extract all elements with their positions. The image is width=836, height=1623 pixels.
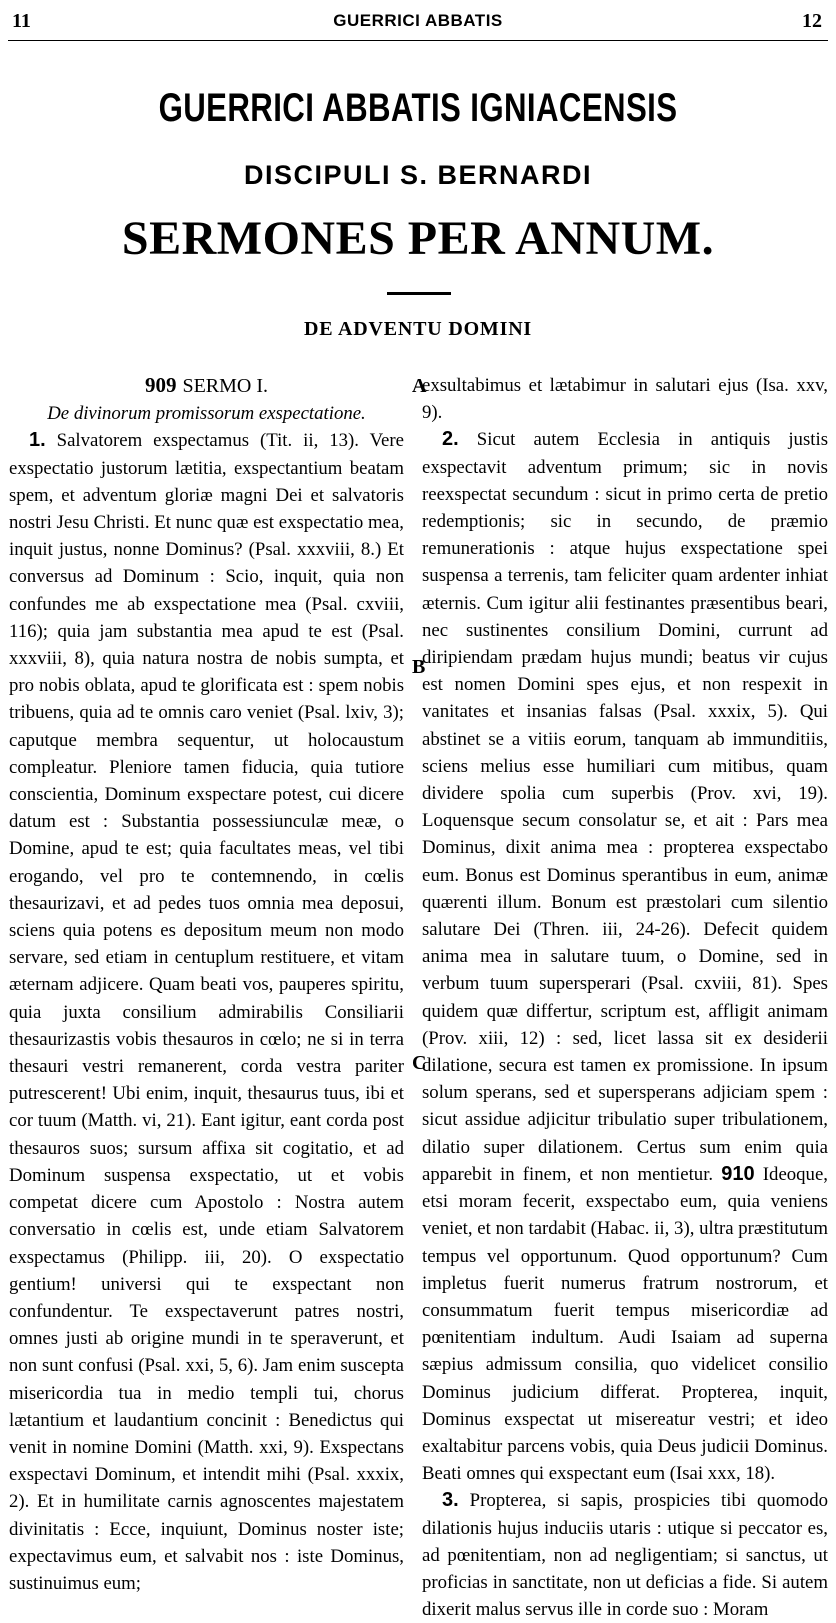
paragraph-2-text: Sicut autem Ecclesia in antiquis justis exspectavit adventum primum; sic in novis reexspectat secundum : sicut in primo certa de pretio redemptionis; sic in secundo, de præmio remunerationis : atque hujus exspectatione spei suspensa a terrenis, tam feliciter quam ardenter inhiat æternis. Cum igitur alii festinantes præsentibus beari, nec sustinentes consilium Domini, currunt ad diripiendam prædam hujus mundi; beatus vir cujus est nomen Domini spes ejus, et non respexit in vanitates et insanias falsas (Psal. xxxix, 5). Qui abstinet se a vitiis eorum, tanquam ab immunditiis, sciens melius esse humiliari cum mitibus, quam dividere spolia cum superbis (Prov. xvi, 19). Loquensque secum consolatur se, et ait : Pars mea Dominus, dixit anima mea : propterea exspectabo eum. Bonus est Dominus sperantibus in eum, animæ quærenti illum. Bonum est præstolari cum silentio salutare Dei (Thren. iii, 24-26). Defecit quidem anima mea in salutare tuum, o Domine, sed in verbum tuum supersperari (Psal. cxviii, 81). Spes quidem quæ differtur, scriptum est, affligit animam (Prov. xiii, 12) : sed, licet lassa sit ex desiderii dilatione, secura est tamen ex promissione. In ipsum solum sperans, sed et supersperans adjiciam spem : sicut assidue adjicitur tribulatio super tribulationem, dilatio super dilationem. Certus sum enim quia apparebit in finem, et non mentietur. [422, 429, 828, 1185]
paragraph-1 [9, 427, 404, 1597]
continuation-line [422, 372, 828, 426]
title-divider [387, 292, 451, 295]
running-header [0, 0, 836, 40]
left-column [9, 372, 404, 1594]
paragraph-number: 1. [29, 429, 46, 452]
column-number: 910 [721, 1162, 755, 1185]
paragraph-3 [422, 1487, 828, 1623]
header-rule [8, 40, 828, 41]
margin-letter-b: B [412, 656, 426, 678]
paragraph-2 [422, 426, 828, 1487]
paragraph-1-text: Salvatorem exspectamus (Tit. ii, 13). Vere exspectatio justorum lætitia, exspectantium beatam spem, et adventum gloriæ magni Dei et salvatoris nostri Jesu Christi. Et nunc quæ est exspectatio mea, inquit justus, nonne Dominus? (Psal. xxxviii, 8.) Et conversus ad Dominum : Scio, inquit, quia non confundes me ab exspectatione mea (Psal. cxviii, 116); quia jam substantia mea apud te est (Psal. xxxviii, 8), quia natura nostra de nobis sumpta, et pro nobis oblata, apud te glorificata est : spem nobis tribuens, quia ad te omnis caro veniet (Psal. lxiv, 3); caputque membra sequentur, ut holocaustum compleatur. Pleniore tamen fiducia, quia tutiore conscientia, Dominum exspectare potest, cui dicere datum est : Substantia possessiunculæ meæ, o Domine, apud te est; quia facultates meas, vel tibi erogando, vel pro te contemnendo, in cœlis thesaurizavi, et ad pedes tuos omnia mea deposui, sciens quia potens es depositum meum non modo servare, sed etiam in centuplum restituere, et vitam æternam adjicere. Quam beati vos, pauperes spiritu, quia juxta consilium admirabilis Consiliarii thesaurizastis vobis thesauros in cœlo; ne si in terra thesauri vestri remanerent, corda vestra pariter putrescerent! Ubi enim, inquit, thesaurus tuus, ibi et cor tuum (Matth. vi, 21). Eant igitur, eant corda post thesauros suos; sursum affixa sit cogitatio, et ad Dominum suspensa exspectatio, ut et vobis competat dicere cum Apostolo : Nostra autem conversatio in cœlis est, unde etiam Salvatorem exspectamus (Philipp. iii, 20). O exspectatio gentium! universi qui te exspectant non confundentur. Te exspectaverunt patres nostri, omnes justi ab origine mundi in te speraverunt, et non sunt confusi (Psal. xxi, 5, 6). Jam enim suscepta misericordia tua in medio templi tui, chorus lætantium et laudantium concinit : Benedictus qui venit in nomine Domini (Matth. xxi, 9). Exspectans exspectavi Dominum, et intendit mihi (Psal. xxxix, 2). Et in humilitate carnis agnoscentes majestatem divinitatis : Ecce, inquiunt, Dominus noster iste; expectavimus eum, et salvabit nos : iste Dominus, sustinuimus eum; [9, 430, 404, 1594]
paragraph-number: 2. [442, 428, 459, 451]
margin-letter-c: C [412, 1052, 427, 1074]
title-line-3: SERMONES PER ANNUM. [121, 212, 715, 265]
title-line-2: DISCIPULI S. BERNARDI [243, 160, 593, 190]
right-column [422, 372, 828, 1621]
page-number-right: 12 [802, 10, 822, 32]
paragraph-2-continued: Ideoque, etsi moram fecerit, exspectabo eum, quia veniens veniet, et non tardabit (Habac. ii, 3), ultra præstitutum tempus vel opportunum. Quod opportunum? Cum impletus fuerit numerus fratrum nostrorum, et consummatum fuerit tempus misericordiæ ad pœnitentiam indultum. Audi Isaiam ad superna sæpius admissum consilia, quo videlicet consilio Dominus judicium differat. Propterea, inquit, Dominus exspectat ut misereatur vestri; et ideo exaltabitur parcens vobis, quia Deus judicii Dominus. Beati omnes qui exspectant eum (Isai xxx, 18). [422, 1163, 828, 1485]
margin-letter-a: A [412, 375, 427, 397]
continuation-text: exsultabimus et lætabimur in salutari ejus (Isa. xxv, 9). [422, 375, 828, 424]
section-heading: DE ADVENTU DOMINI [303, 318, 533, 340]
running-title: GUERRICI ABBATIS [333, 11, 503, 30]
sermo-label: SERMO I. [182, 375, 269, 397]
page-number-left: 11 [12, 10, 31, 32]
paragraph-3-text: Propterea, si sapis, prospicies tibi quomodo dilationis hujus induciis utaris : utique si peccator es, ad pœnitentiam, non ad negligentiam; si sanctus, ut proficias in sanctitate, non ut deficias a fide. Si autem dixerit malus servus ille in corde suo : Moram [422, 1490, 828, 1621]
sermo-subtitle: De divinorum promissorum exspectatione. [47, 403, 366, 425]
sermo-heading [9, 372, 404, 400]
title-line-1: GUERRICI ABBATIS IGNIACENSIS [158, 86, 678, 130]
column-number: 909 [144, 373, 177, 397]
paragraph-number: 3. [442, 1489, 459, 1512]
